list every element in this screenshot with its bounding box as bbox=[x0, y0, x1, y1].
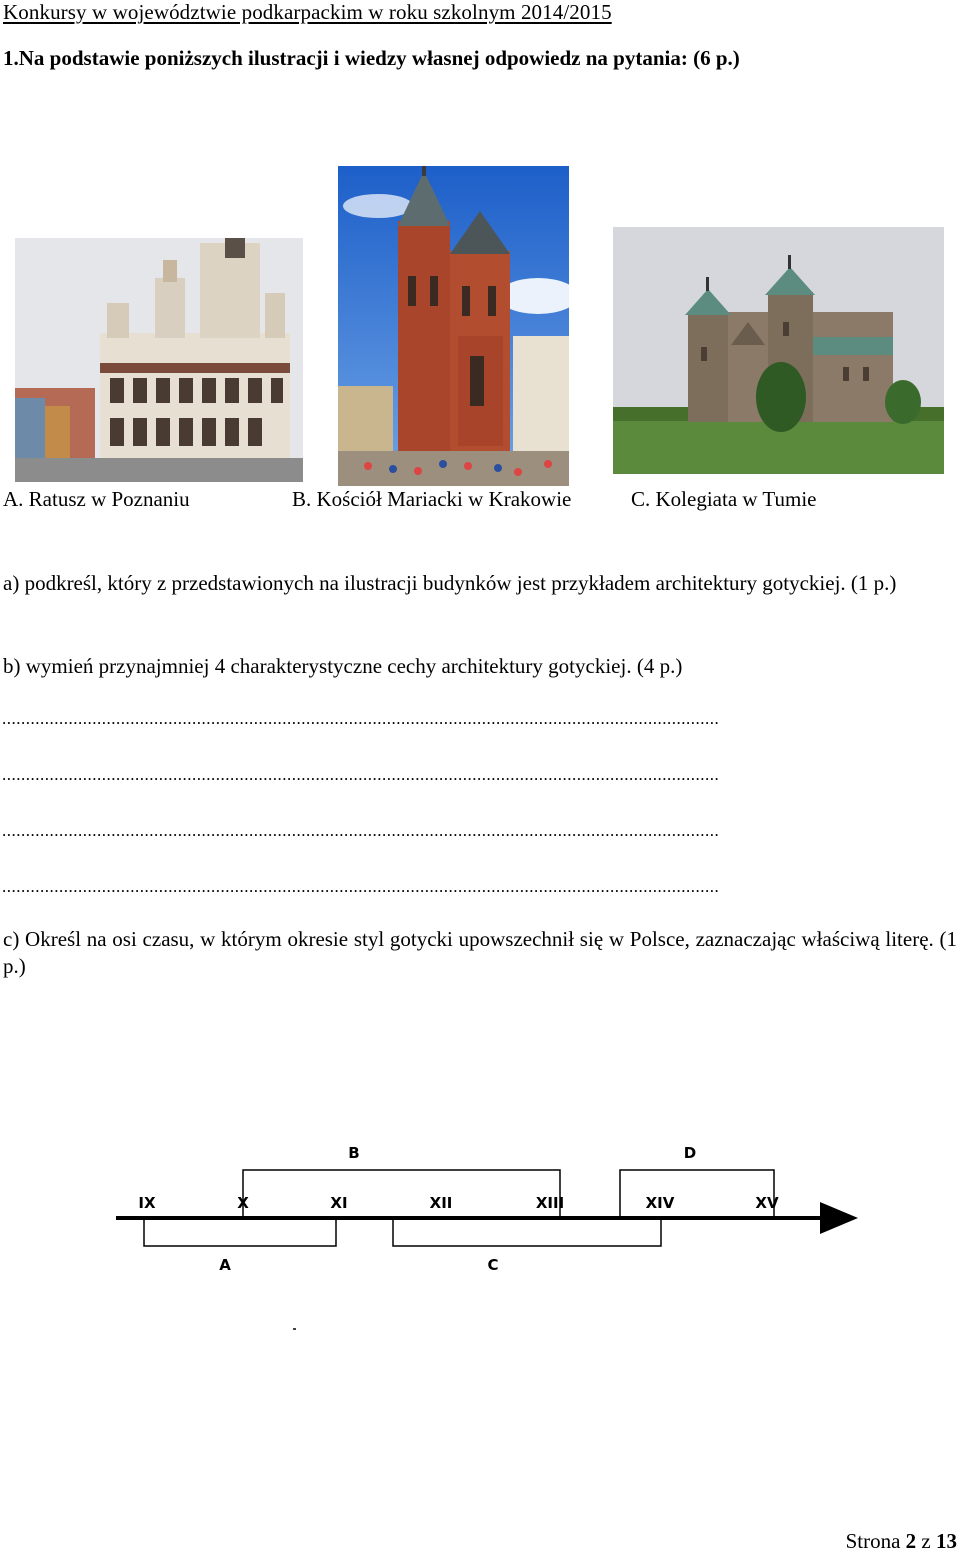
timeline-letter-B[interactable]: B bbox=[348, 1144, 360, 1162]
footer-total-pages: 13 bbox=[936, 1529, 957, 1553]
photo-ratusz-poznan bbox=[15, 238, 303, 482]
photo-kosciol-mariacki bbox=[338, 166, 569, 486]
stray-dot bbox=[293, 1328, 296, 1330]
timeline-century-XIV: XIV bbox=[645, 1194, 675, 1212]
part-a-text: a) podkreśl, który z przedstawionych na ilustracji budynków jest przykładem architektury gotyckiej. (1 p.) bbox=[3, 571, 897, 595]
answer-line-2[interactable]: ....................................................................................................................................................... bbox=[2, 765, 720, 784]
question-title: 1.Na podstawie poniższych ilustracji i wiedzy własnej odpowiedz na pytania: (6 p.) bbox=[3, 46, 740, 70]
footer-page-number: 2 bbox=[905, 1529, 917, 1553]
footer-prefix: Strona bbox=[845, 1529, 901, 1553]
timeline bbox=[0, 1130, 960, 1285]
timeline-century-X: X bbox=[237, 1194, 249, 1212]
timeline-bracket-A bbox=[144, 1220, 336, 1246]
timeline-arrow-head bbox=[820, 1202, 858, 1234]
answer-line-4[interactable]: ....................................................................................................................................................... bbox=[2, 877, 720, 896]
timeline-century-IX: IX bbox=[138, 1194, 156, 1212]
timeline-century-XI: XI bbox=[330, 1194, 348, 1212]
timeline-century-XIII: XIII bbox=[535, 1194, 565, 1212]
caption-a: A. Ratusz w Poznaniu bbox=[3, 487, 190, 511]
page-footer bbox=[846, 1529, 957, 1554]
timeline-bracket-D bbox=[620, 1170, 774, 1216]
answer-line-3[interactable]: ....................................................................................................................................................... bbox=[2, 821, 720, 840]
timeline-century-XII: XII bbox=[429, 1194, 453, 1212]
caption-b: B. Kościół Mariacki w Krakowie bbox=[292, 487, 572, 511]
timeline-letter-C[interactable]: C bbox=[487, 1256, 499, 1274]
page-header: Konkursy w województwie podkarpackim w roku szkolnym 2014/2015 bbox=[3, 0, 612, 24]
photo-kolegiata-tum bbox=[613, 227, 944, 474]
timeline-letter-A[interactable]: A bbox=[219, 1256, 231, 1274]
answer-line-1[interactable]: ....................................................................................................................................................... bbox=[2, 709, 720, 728]
timeline-bracket-C bbox=[393, 1220, 661, 1246]
footer-sep: z bbox=[921, 1529, 931, 1553]
timeline-letter-D[interactable]: D bbox=[683, 1144, 697, 1162]
part-b-text: b) wymień przynajmniej 4 charakterystyczne cechy architektury gotyckiej. (4 p.) bbox=[3, 654, 683, 678]
timeline-bracket-B bbox=[243, 1170, 560, 1216]
caption-c: C. Kolegiata w Tumie bbox=[631, 487, 817, 511]
timeline-century-XV: XV bbox=[755, 1194, 779, 1212]
part-c-text: c) Określ na osi czasu, w którym okresie styl gotycki upowszechnił się w Polsce, zaznaczając właściwą literę. (1 p.) bbox=[3, 927, 957, 978]
